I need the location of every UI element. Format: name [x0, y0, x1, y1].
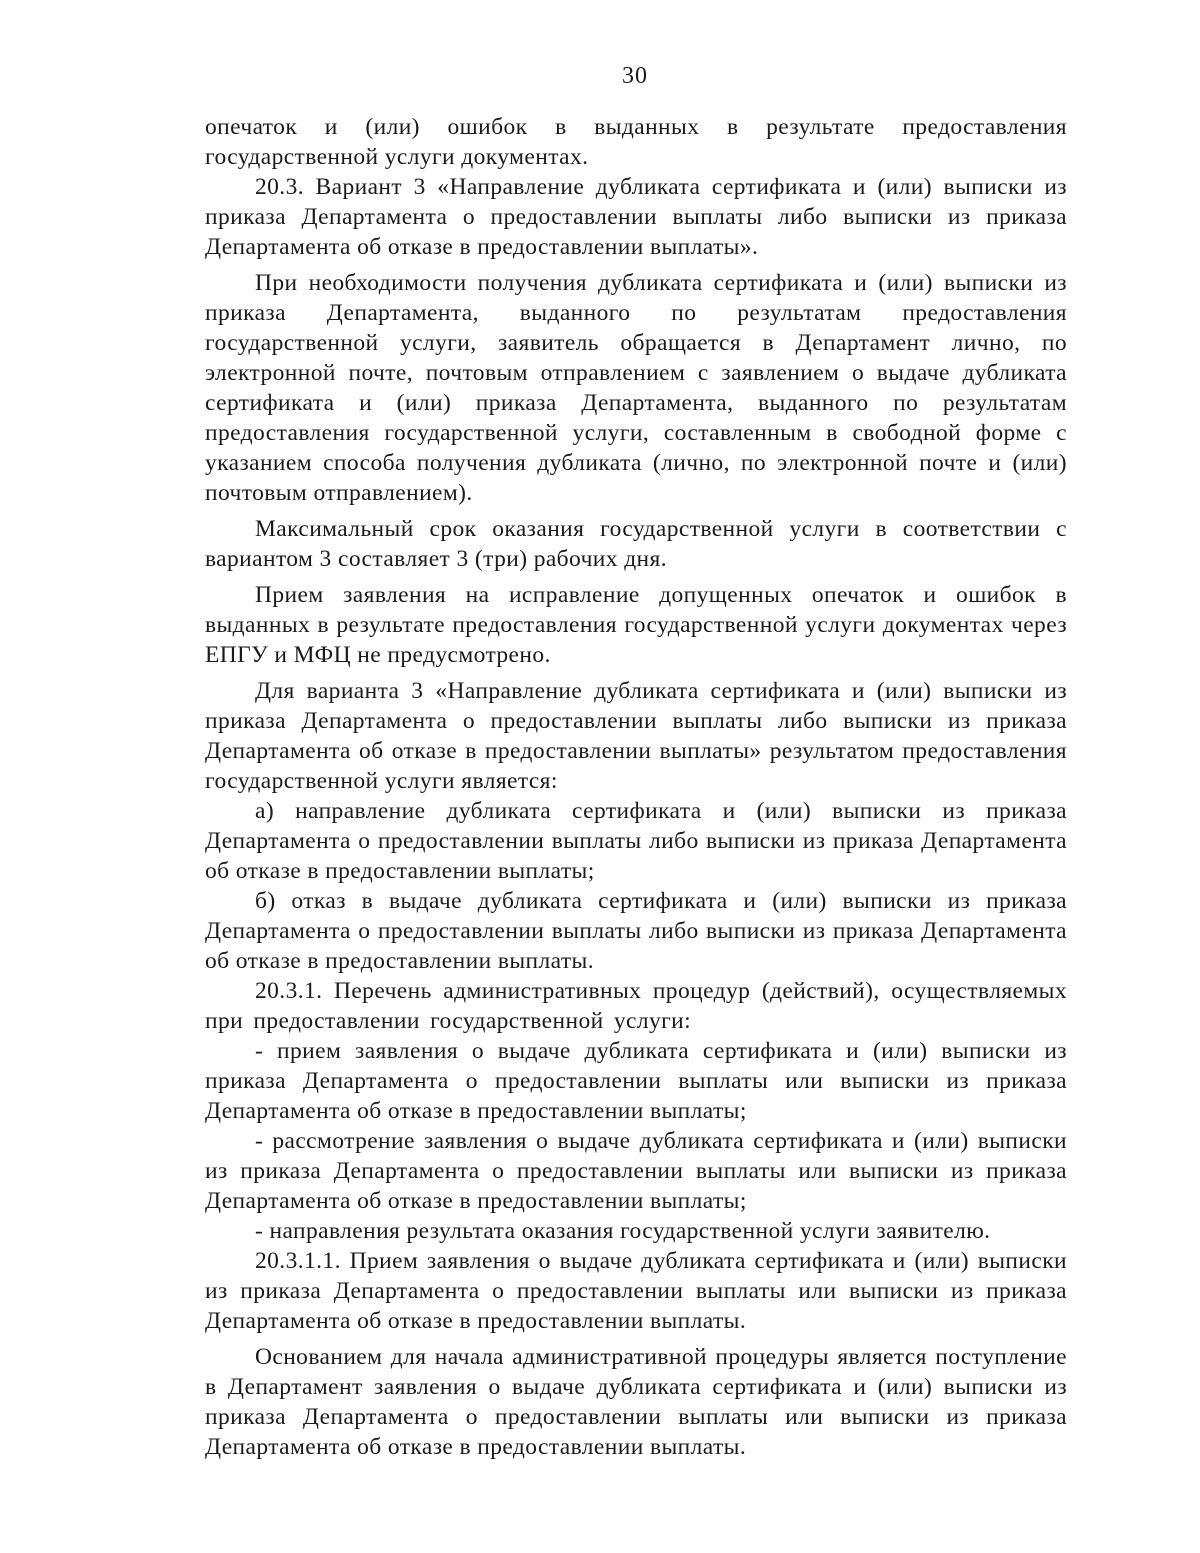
- paragraph-section-20-3: 20.3. Вариант 3 «Направление дубликата сертификата и (или) выписки из приказа Департамента о предоставлении выплаты либо выписки из приказа Департамента об отказе в предоставлении выплаты».: [205, 174, 1067, 260]
- list-item-review: - рассмотрение заявления о выдаче дубликата сертификата и (или) выписки из приказа Департамента о предоставлении выплаты или выписки из приказа Департамента об отказе в предоставлении выплаты;: [205, 1128, 1067, 1214]
- list-item-receipt: - прием заявления о выдаче дубликата сертификата и (или) выписки из приказа Департамента о предоставлении выплаты или выписки из приказа Департамента об отказе в предоставлении выплаты;: [205, 1038, 1067, 1124]
- list-item-b: б) отказ в выдаче дубликата сертификата и (или) выписки из приказа Департамента о предоставлении выплаты либо выписки из приказа Департамента об отказе в предоставлении выплаты.: [205, 888, 1067, 974]
- paragraph-grounds: Основанием для начала административной процедуры является поступление в Департамент заявления о выдаче дубликата сертификата и (или) выписки из приказа Департамента о предоставлении выплаты или выписки из приказа Департамента об отказе в предоставлении выплаты.: [205, 1344, 1067, 1460]
- paragraph-variant-result: Для варианта 3 «Направление дубликата сертификата и (или) выписки из приказа Департамента о предоставлении выплаты либо выписки из приказа Департамента об отказе в предоставлении выплаты» результатом предоставления государственной услуги является:: [205, 678, 1067, 794]
- document-body: [205, 112, 1067, 1462]
- paragraph-duplicate-request: При необходимости получения дубликата сертификата и (или) выписки из приказа Департамента, выданного по результатам предоставления государственной услуги, заявитель обращается в Департамент лично, по электронной почте, почтовым отправлением с заявлением о выдаче дубликата сертификата и (или) приказа Департамента, выданного по результатам предоставления государственной услуги, составленным в свободной форме с указанием способа получения дубликата (лично, по электронной почте и (или) почтовым отправлением).: [205, 270, 1067, 506]
- paragraph-section-20-3-1-1: 20.3.1.1. Прием заявления о выдаче дубликата сертификата и (или) выписки из приказа Департамента о предоставлении выплаты или выписки из приказа Департамента об отказе в предоставлении выплаты.: [205, 1248, 1067, 1334]
- paragraph-epgu-mfc: Прием заявления на исправление допущенных опечаток и ошибок в выданных в результате предоставления государственной услуги документах через ЕПГУ и МФЦ не предусмотрено.: [205, 582, 1067, 668]
- list-item-delivery: - направления результата оказания государственной услуги заявителю.: [255, 1218, 991, 1244]
- paragraph-max-term: Максимальный срок оказания государственной услуги в соответствии с вариантом 3 составляет 3 (три) рабочих дня.: [205, 516, 1067, 572]
- paragraph-section-20-3-1: 20.3.1. Перечень административных процедур (действий), осуществляемых при предоставлении государственной услуги:: [205, 978, 1067, 1034]
- paragraph-continuation: опечаток и (или) ошибок в выданных в результате предоставления государственной услуги документах.: [205, 114, 1067, 170]
- page-number: 30: [622, 63, 648, 89]
- list-item-a: а) направление дубликата сертификата и (или) выписки из приказа Департамента о предоставлении выплаты либо выписки из приказа Департамента об отказе в предоставлении выплаты;: [205, 798, 1067, 884]
